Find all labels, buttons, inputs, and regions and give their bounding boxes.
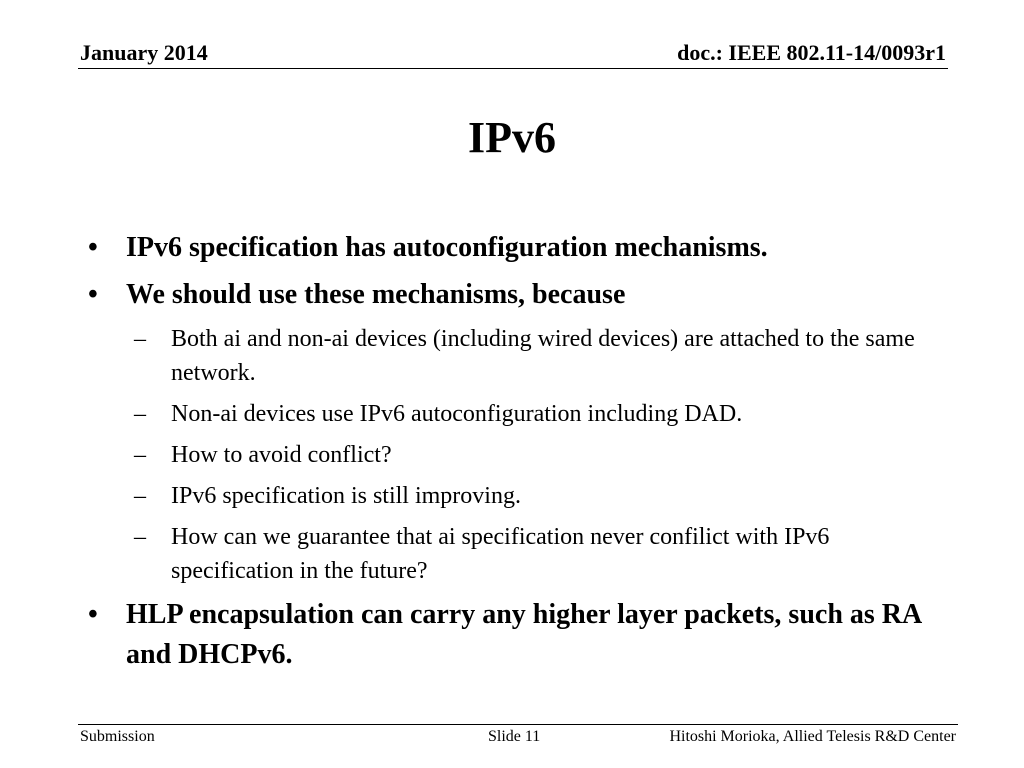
bullet-text: HLP encapsulation can carry any higher layer packets, such as RA and DHCPv6. — [126, 599, 921, 670]
slide-title: IPv6 — [468, 113, 556, 162]
footer-slide-number: Slide 11 — [488, 728, 541, 745]
sub-bullet-item — [134, 397, 948, 431]
footer-rule — [78, 724, 958, 725]
header-date: January 2014 — [80, 40, 208, 65]
dash-icon: – — [134, 401, 146, 427]
dash-icon: – — [134, 524, 146, 550]
header-doc-id: doc.: IEEE 802.11-14/0093r1 — [677, 40, 946, 65]
slide-body — [88, 228, 948, 682]
sub-bullet-item — [134, 479, 948, 513]
sub-bullet-text: Both ai and non-ai devices (including wired devices) are attached to the same network. — [171, 326, 915, 386]
sub-bullet-item — [134, 322, 948, 390]
bullet-item — [88, 228, 948, 268]
sub-bullet-text: How to avoid conflict? — [171, 442, 392, 468]
dash-icon: – — [134, 326, 146, 352]
bullet-icon: • — [88, 279, 98, 310]
sub-bullet-item — [134, 438, 948, 472]
header-rule — [78, 68, 948, 69]
sub-bullet-item — [134, 520, 948, 588]
sub-bullet-text: Non-ai devices use IPv6 autoconfiguration including DAD. — [171, 401, 743, 427]
bullet-text: We should use these mechanisms, because — [126, 279, 626, 310]
footer-submission: Submission — [80, 728, 155, 745]
footer-author: Hitoshi Morioka, Allied Telesis R&D Center — [669, 728, 956, 745]
bullet-item — [88, 275, 948, 315]
sub-bullet-text: How can we guarantee that ai specification never confilict with IPv6 specification in the future? — [171, 524, 830, 584]
dash-icon: – — [134, 483, 146, 509]
dash-icon: – — [134, 442, 146, 468]
sub-bullet-text: IPv6 specification is still improving. — [171, 483, 521, 509]
bullet-text: IPv6 specification has autoconfiguration mechanisms. — [126, 232, 768, 263]
bullet-icon: • — [88, 232, 98, 263]
bullet-item — [88, 595, 948, 675]
bullet-icon: • — [88, 599, 98, 630]
